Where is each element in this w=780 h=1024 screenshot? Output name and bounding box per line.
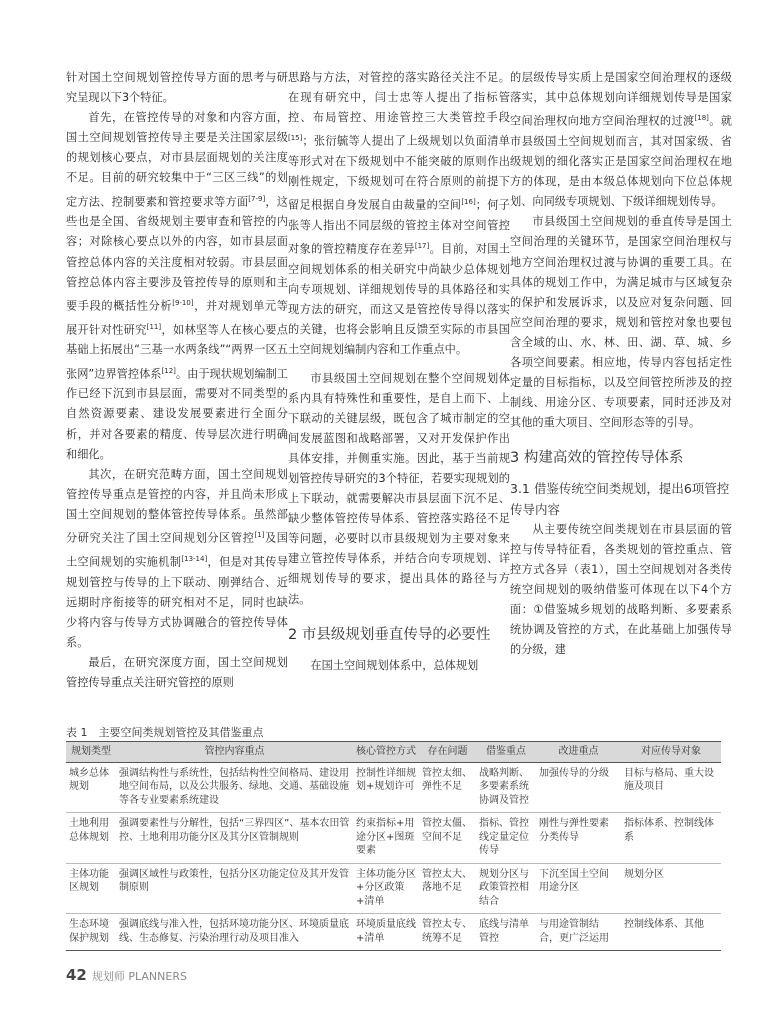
table-cell: 环境质量底线+清单 (353, 914, 419, 951)
text-column-3 (510, 68, 732, 660)
table-cell: 强调区域性与政策性，包括分区功能定位及其开发管制原则 (116, 863, 353, 914)
citation: [9-10] (172, 298, 194, 307)
table-cell: 管控太专、统筹不足 (419, 914, 476, 951)
table-cell: 底线与清单管控 (476, 914, 536, 951)
table-cell: 规划分区与政策管控相结合 (476, 863, 536, 914)
table-cell: 刚性与弹性要素分类传导 (536, 813, 621, 864)
text-column-2 (288, 68, 510, 676)
citation: [15] (288, 134, 303, 143)
text-run: 首先，在管控传导的对象和内容方面，国土空间规划管控传导主要是关注国家层级的规划核心要点，对市县层面规划的关注度不足。目前的研究较集中于“三区三线”的划定方法、控制要素和管控要求等方面 (66, 111, 288, 209)
table-cell: 管控太细、弹性不足 (419, 762, 476, 813)
citation: [12] (161, 366, 176, 375)
table-cell: 约束指标+用途分区+图斑要素 (353, 813, 419, 864)
table-cell: 控制线体系、其他 (621, 914, 721, 951)
text-run: ；何子张等人指出不同层级的管控主体对空间管控对象的管控精度存在差异 (288, 199, 510, 256)
paragraph: 从主要传统空间类规划在市县层面的管控与传导特征看，各类规划的管控重点、管控方式各异（表1），国土空间规划对各类传统空间规划的吸纳借鉴可体现在以下4个方面：①借鉴城乡规划的战略判断、多要素系统协调及管控的方式，在此基础上加强传导的分级，建 (510, 522, 732, 657)
table-cell: 土地利用总体规划 (66, 813, 116, 864)
table-cell: 生态环境保护规划 (66, 914, 116, 951)
table-row (66, 813, 721, 864)
text-run: 及国土空间规划的实施机制 (66, 531, 288, 569)
table-cell: 主体功能区规划 (66, 863, 116, 914)
table-cell: 强调要素性与分解性，包括“三界四区”、基本农田管控、土地利用功能分区及其分区管制规则 (116, 813, 353, 864)
citation: [7-9] (248, 194, 266, 203)
table-header-cell: 改进重点 (536, 742, 621, 763)
section-heading: 3 构建高效的管控传导体系 (510, 450, 684, 467)
table-caption: 表 1 主要空间类规划管控及其借鉴重点 (66, 726, 264, 739)
table-cell: 指标体系、控制线体系 (621, 813, 721, 864)
citation: [13-14] (181, 554, 208, 563)
comparison-table (66, 741, 721, 951)
table-row (66, 863, 721, 914)
table-header-cell: 对应传导对象 (621, 742, 721, 763)
paragraph (66, 465, 288, 653)
paragraph (288, 68, 510, 361)
citation: [16] (461, 198, 476, 207)
table-cell: 强调底线与准入性，包括环境功能分区、环境质量底线、生态修复、污染治理行动及项目准入 (116, 914, 353, 951)
citation: [18] (694, 114, 709, 123)
text-run: ，并对规划单元等展开针对性研究 (66, 299, 288, 337)
paragraph (66, 108, 288, 465)
text-run: 的层级传导实质上是国家空间治理权的逐级落实，其中总体规划向详细规划传导是国家空间治理权向地方空间治理权的过渡 (510, 71, 732, 128)
table-cell: 强调结构性与系统性，包括结构性空间格局、建设用地空间布局，以及公共服务、绿地、交通、基础设施等各专业要素系统建设 (116, 762, 353, 813)
table-header-cell: 管控内容重点 (116, 742, 353, 763)
table-cell: 加强传导的分级 (536, 762, 621, 813)
text-run: ，这些也是全国、省级规划主要审查和管控的内容；对除核心要点以外的内容，如市县层面管控总体内容的关注度相对较弱。市县层面管控总体内容主要涉及管控传导的原则和主要手段的概括性分析 (66, 195, 288, 313)
section-heading: 2 市县级规划垂直传导的必要性 (288, 626, 491, 643)
table-cell: 主体功能分区+分区政策+清单 (353, 863, 419, 914)
paragraph: 针对国土空间规划管控传导方面的思考与研究呈现以下3个特征。 (66, 71, 288, 105)
page-number: 42 (66, 966, 87, 984)
table-cell: 与用途管制结合，更广泛运用 (536, 914, 621, 951)
citation: [1] (254, 531, 265, 539)
paragraph: 在国土空间规划体系中，总体规划 (310, 658, 479, 672)
text-run: ，但是对其传导规划管控与传导的上下联动、刚弹结合、近远期时序衔接等的研究相对不足，同时也缺少将内容与传导方式协调融合的管控传导体系。 (66, 555, 288, 649)
paragraph (510, 68, 732, 212)
paragraph: 市县级国土空间规划在整个空间规划体系内具有特殊性和重要性，是自上而下、上下联动的关键层级，既包含了城市制定的空间发展蓝图和战略部署，又对开发保护作出具体安排，并侧重实施。因此，基于当前规划管控传导研究的3个特征，若要实现规划的上下联动，就需要解决市县层面下沉不足、缺少整体管控传导体系、管控落实路径不足等问题，必要时以市县级规划为主要对象来建立管控传导体系，并结合向专项规划、详细规划传导的要求，提出具体的路径与方法。 (288, 371, 510, 606)
table-row (66, 914, 721, 951)
paragraph: 市县级国土空间规划的垂直传导是国土空间治理的关键环节，是国家空间治理权与地方空间治理权过渡与协调的重要工具。在具体的规划工作中，为满足城市与区域复杂的保护和发展诉求，以及应对复杂问题、回应空间治理的要求，规划和管控对象也要包含全域的山、水、林、田、湖、草、城、乡各项空间要素。相应地，传导内容包括定性定量的目标指标，以及空间管控所涉及的控制线、用途分区、专项要素，同时还涉及对其他的重大项目、空间形态等的引导。 (510, 215, 732, 430)
table-cell: 管控太大、落地不足 (419, 863, 476, 914)
text-run: ；张衍毓等人提出了上级规划以负面清单等形式对在下级规划中不能突破的原则作出刚性规定，下级规划可在符合原则的前提下留足根据自身发展自由裁量的空间 (288, 135, 510, 213)
journal-name: 规划师 PLANNERS (91, 970, 187, 983)
table-header-cell: 规划类型 (66, 742, 116, 763)
table-cell: 战略判断、多要素系统协调及管控 (476, 762, 536, 813)
citation: [11] (146, 322, 162, 331)
table-cell: 规划分区 (621, 863, 721, 914)
text-run: 。就市县级国土空间规划而言，其对国家级、省级规划的细化落实正是国家空间治理权在地方的体现，是由本级总体规划向下位总体规划、向同级专项规划、下级详细规划传导。 (510, 114, 732, 209)
table-header-row (66, 742, 721, 763)
text-run: 。由于现状规划编制工作已经下沉到市县层面，需要对不同类型的自然资源要素、建设发展要素进行全面分析，并对各要素的精度、传导层次进行明确和细化。 (66, 367, 288, 461)
citation: [17] (414, 242, 430, 251)
subsection-heading: 3.1 借鉴传统空间类规划，提出6项管控传导内容 (510, 481, 730, 517)
table-header-cell: 核心管控方式 (353, 742, 419, 763)
table-cell: 目标与格局、重大设施及项目 (621, 762, 721, 813)
table-header-cell: 存在问题 (419, 742, 476, 763)
text-run: 其次，在研究范畴方面，国土空间规划管控传导重点是管控的内容，并且尚未形成国土空间规划的整体管控传导体系。虽然部分研究关注了国土空间规划分区管控 (66, 467, 288, 545)
text-run: 思路与方法，对管控的落实路径关注不足。在现有研究中，闫士忠等人提出了指标管控、布局管控、用途管控三大类管控手段 (288, 71, 510, 125)
table-cell: 控制性详细规划+规划许可 (353, 762, 419, 813)
table-cell: 管控太僵、空间不足 (419, 813, 476, 864)
text-run: 。目前，对国土空间规划体系的相关研究中尚缺少总体规划向专项规划、详细规划传导的具体路径和实现方法的研究，而这又是管控传导得以落实的关键，也将会影响且反馈至实际的市县国土空间规划编制内容和工作重点中。 (288, 242, 510, 357)
table-cell: 指标、管控线定量定位传导 (476, 813, 536, 864)
page-footer (66, 966, 187, 984)
text-run: ，如林坚等人在核心要点基础上拓展出“三基一水两条线”“两界一区五张网”边界管控体系 (66, 323, 288, 381)
table-header-cell: 借鉴重点 (476, 742, 536, 763)
text-column-1 (66, 68, 288, 693)
table-row (66, 762, 721, 813)
table-cell: 下沉至国土空间用途分区 (536, 863, 621, 914)
paragraph: 最后，在研究深度方面，国土空间规划管控传导重点关注研究管控的原则 (66, 656, 288, 690)
table-cell: 城乡总体规划 (66, 762, 116, 813)
